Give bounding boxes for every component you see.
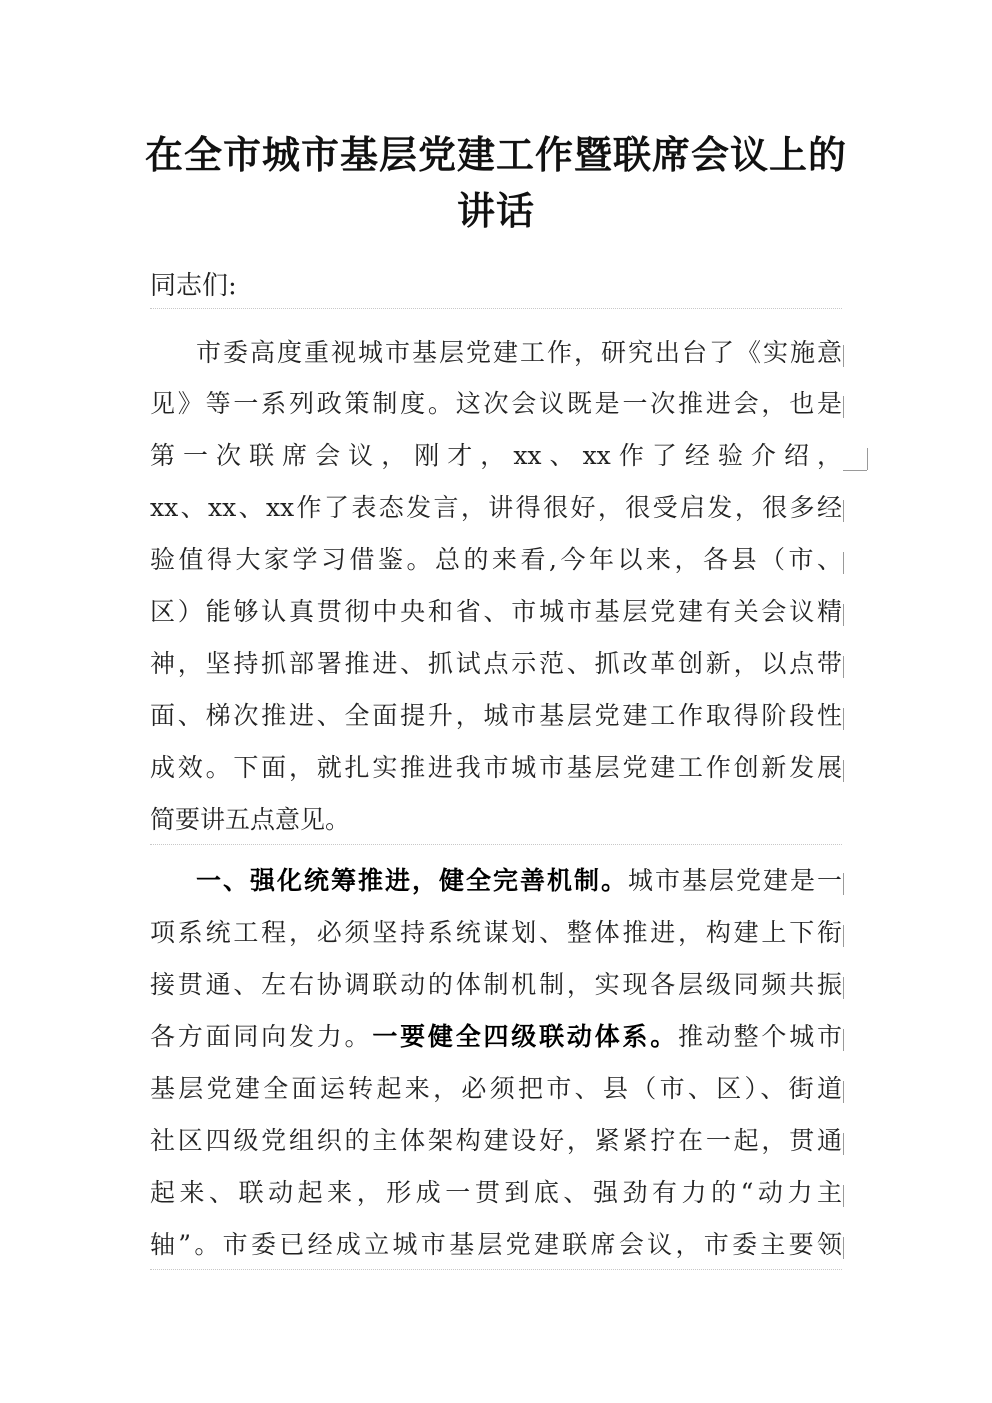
text-line: 区）能够认真贯彻中央和省、市城市基层党建有关会议精: [150, 597, 842, 626]
salutation: 同志们:: [150, 271, 237, 301]
line-end-mark: [843, 552, 844, 574]
text-line: 市委高度重视城市基层党建工作，研究出台了《实施意: [196, 338, 842, 367]
text-line: 面、梯次推进、全面提升，城市基层党建工作取得阶段性: [150, 701, 842, 730]
line-end-mark: [843, 1029, 844, 1051]
line-end-mark: [843, 760, 844, 782]
text-line: 各方面同向发力。一要健全四级联动体系。推动整个城市: [150, 1017, 842, 1057]
line-end-mark: [843, 500, 844, 522]
line-end-mark: [843, 708, 844, 730]
text-line: 起来、联动起来，形成一贯到底、强劲有力的“动力主: [150, 1178, 842, 1207]
paragraph-section-one: [150, 845, 842, 1270]
line-end-mark: [843, 925, 844, 947]
line-end-mark: [843, 1081, 844, 1103]
text-line: 接贯通、左右协调联动的体制机制，实现各层级同频共振: [150, 970, 842, 999]
text-line: 神，坚持抓部署推进、抓试点示范、抓改革创新，以点带: [150, 649, 842, 678]
text-line: 基层党建全面运转起来，必须把市、县（市、区）、街道: [150, 1074, 842, 1103]
text-line: 验值得大家学习借鉴。总的来看,今年以来，各县（市、: [150, 545, 842, 574]
line-end-mark: [843, 396, 844, 418]
line-end-mark: [843, 977, 844, 999]
text-line: 项系统工程，必须坚持系统谋划、整体推进，构建上下衔: [150, 918, 842, 947]
text-line: 见》等一系列政策制度。这次会议既是一次推进会，也是: [150, 389, 842, 418]
document-title-line-1: 在全市城市基层党建工作暨联席会议上的: [144, 132, 847, 177]
line-end-mark: [843, 1185, 844, 1207]
line-end-mark: [843, 345, 844, 367]
paragraph-introduction: [150, 308, 842, 845]
text-line: 第一次联席会议，刚才，xx、xx作了经验介绍，: [150, 436, 842, 476]
section-heading: 一、强化统筹推进，健全完善机制。: [196, 866, 628, 895]
line-end-mark: [843, 1237, 844, 1259]
text-line: 简要讲五点意见。: [150, 805, 351, 834]
line-end-mark: [867, 448, 868, 470]
line-end-mark: [843, 656, 844, 678]
text-line: 社区四级党组织的主体架构建设好，紧紧拧在一起，贯通: [150, 1126, 842, 1155]
line-end-mark: [843, 873, 844, 895]
line-end-mark: [843, 1133, 844, 1155]
text-line: 轴”。市委已经成立城市基层党建联席会议，市委主要领: [150, 1230, 842, 1259]
text-line: xx、xx、xx作了表态发言，讲得很好，很受启发，很多经: [150, 493, 842, 522]
document-title-line-2: 讲话: [456, 188, 535, 233]
line-end-mark: [843, 604, 844, 626]
sub-heading: 一要健全四级联动体系。: [372, 1022, 679, 1051]
text-line: 成效。下面，就扎实推进我市城市基层党建工作创新发展: [150, 753, 842, 782]
text-line: 一、强化统筹推进，健全完善机制。城市基层党建是一: [150, 861, 842, 901]
